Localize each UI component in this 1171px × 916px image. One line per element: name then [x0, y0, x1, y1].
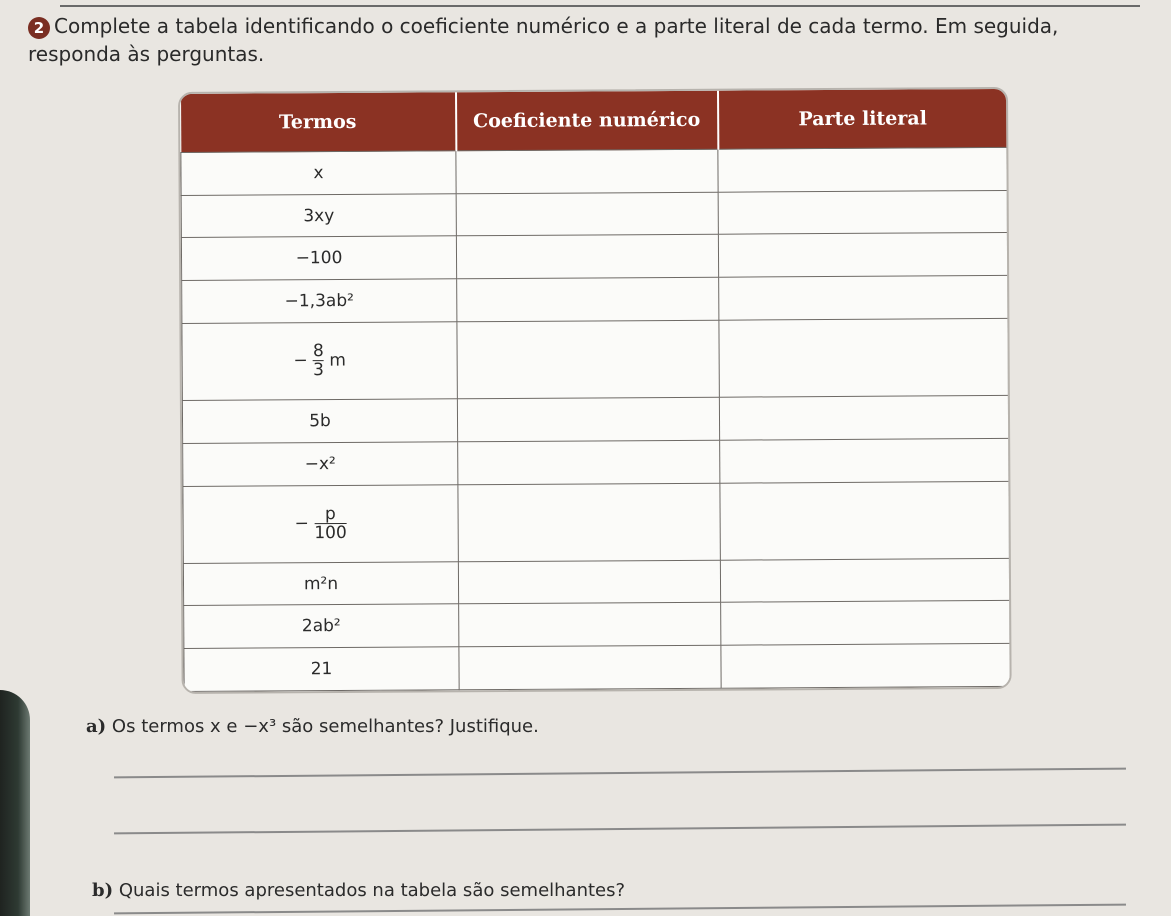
column-header-coeficiente: Coeficiente numérico [456, 91, 718, 151]
page-edge-shadow [0, 690, 30, 916]
question-b-label: b) [92, 880, 114, 901]
table-row [181, 190, 1007, 238]
coefficient-answer-cell[interactable] [459, 603, 721, 647]
literal-answer-cell[interactable] [719, 276, 1008, 320]
table-row [181, 233, 1007, 281]
literal-answer-cell[interactable] [718, 147, 1007, 191]
term-cell: 2ab² [184, 604, 459, 648]
term-cell: −x² [183, 442, 458, 486]
literal-answer-cell[interactable] [718, 233, 1007, 277]
fraction [313, 343, 324, 380]
question-a-label: a) [86, 716, 107, 737]
question-b [92, 880, 625, 901]
coefficient-answer-cell[interactable] [459, 645, 721, 689]
coefficient-answer-cell[interactable] [458, 560, 720, 604]
coefficient-answer-cell[interactable] [456, 149, 718, 193]
answer-line-a1[interactable] [114, 768, 1126, 778]
fraction-denominator: 3 [313, 360, 325, 381]
instruction-text: Complete a tabela identificando o coeficiente numérico e a parte literal de cada termo. Em seguida, responda às perguntas. [28, 14, 1059, 66]
term-cell: m²n [183, 562, 458, 606]
exercise-number-badge: 2 [28, 17, 50, 39]
term-cell: −100 [181, 236, 456, 280]
table-header-row [181, 89, 1007, 153]
exercise-instruction [28, 12, 1148, 68]
term-cell: 21 [184, 647, 459, 691]
coefficient-answer-cell[interactable] [458, 483, 720, 562]
term-variable: m [329, 350, 346, 372]
term-sign: − [293, 351, 308, 372]
question-a [86, 716, 539, 737]
literal-answer-cell[interactable] [719, 318, 1008, 397]
term-cell [182, 322, 457, 401]
coefficient-answer-cell[interactable] [457, 397, 719, 441]
literal-answer-cell[interactable] [721, 644, 1010, 689]
column-header-parte-literal: Parte literal [798, 107, 927, 131]
coefficient-answer-cell[interactable] [456, 192, 718, 236]
fraction-numerator: p [324, 504, 336, 525]
answer-line-a2[interactable] [114, 824, 1126, 834]
table-row [183, 481, 1009, 563]
top-rule [60, 5, 1140, 7]
question-a-text: Os termos x e −x³ são semelhantes? Justifique. [111, 716, 539, 737]
table-row [182, 396, 1008, 444]
literal-answer-cell[interactable] [720, 481, 1009, 560]
term-cell: x [181, 151, 456, 195]
table-row [182, 276, 1008, 324]
coefficient-answer-cell[interactable] [457, 320, 719, 399]
answer-line-b1[interactable] [114, 904, 1126, 914]
table-row [184, 644, 1010, 692]
literal-answer-cell[interactable] [719, 396, 1008, 440]
table-row [181, 147, 1007, 195]
coefficient-answer-cell[interactable] [456, 235, 718, 279]
literal-answer-cell[interactable] [720, 438, 1009, 482]
coefficient-table [178, 87, 1012, 694]
literal-answer-cell[interactable] [720, 558, 1009, 602]
term-cell [183, 484, 458, 563]
table-row [184, 601, 1010, 649]
term-cell: 5b [182, 399, 457, 443]
table-row [183, 558, 1009, 606]
table-row [183, 438, 1009, 486]
question-b-text: Quais termos apresentados na tabela são semelhantes? [118, 880, 626, 901]
fraction [314, 505, 347, 542]
term-cell: −1,3ab² [182, 279, 457, 323]
column-header-termos: Termos [181, 92, 456, 152]
table-row [182, 318, 1008, 400]
fraction-denominator: 100 [314, 523, 347, 544]
term-sign: − [294, 513, 309, 534]
literal-answer-cell[interactable] [718, 190, 1007, 234]
coefficient-answer-cell[interactable] [457, 277, 719, 321]
coefficient-answer-cell[interactable] [458, 440, 720, 484]
fraction-numerator: 8 [312, 341, 324, 362]
term-cell: 3xy [181, 194, 456, 238]
literal-answer-cell[interactable] [721, 601, 1010, 645]
